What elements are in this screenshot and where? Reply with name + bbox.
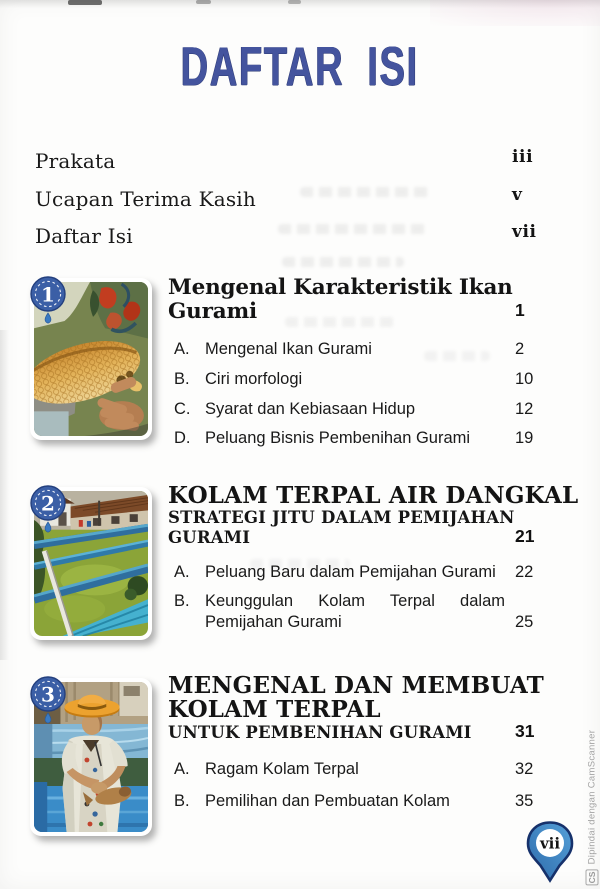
chapter-title-line: Gurami [168, 298, 257, 324]
footer-page-marker: vii [539, 834, 561, 853]
toc-entry-page-number: 19 [515, 429, 534, 448]
toc-entry-letter: C. [174, 399, 191, 418]
chapter-section-3 [0, 674, 600, 820]
toc-entry-title: Peluang Baru dalam Pemijahan Gurami [205, 562, 496, 581]
chapter-number-badge-icon [25, 274, 71, 332]
toc-entry [168, 591, 580, 632]
scan-tint-artifact [430, 0, 600, 26]
front-matter-row [35, 184, 570, 211]
chapter-page-number: 1 [515, 300, 525, 321]
toc-entry-title: Ciri morfologi [205, 369, 303, 388]
chapter-title-line: Mengenal Karakteristik Ikan [168, 275, 513, 300]
front-matter-page-number: iii [512, 147, 534, 167]
chapter-heading [168, 484, 580, 547]
chapter-section-2 [0, 484, 600, 642]
front-matter-label: Ucapan Terima Kasih [35, 186, 256, 211]
front-matter-row [35, 224, 570, 248]
chapter-item-list [168, 562, 580, 633]
chapter-title [168, 674, 580, 723]
toc-entry-letter: B. [174, 791, 190, 810]
toc-entry [168, 791, 580, 812]
front-matter-page-number: v [512, 184, 523, 205]
front-matter-list [35, 149, 570, 262]
chapter-title [168, 484, 580, 508]
front-matter-label: Daftar Isi [35, 224, 133, 248]
scan-mark-artifact [196, 0, 211, 4]
toc-entry-letter: A. [174, 759, 190, 778]
front-matter-page-number: vii [512, 222, 537, 242]
camscanner-logo: CS [586, 871, 597, 883]
toc-entry-title: Ragam Kolam Terpal [205, 759, 359, 778]
chapter-page-number: 31 [515, 720, 535, 741]
toc-entry [168, 369, 580, 390]
toc-entry-page-number: 25 [515, 612, 534, 631]
chapter-number-badge-icon [25, 674, 71, 732]
toc-entry [168, 399, 580, 420]
toc-entry-title: Mengenal Ikan Gurami [205, 340, 372, 359]
chapter-subtitle-line: STRATEGI JITU DALAM PEMIJAHAN [168, 508, 515, 528]
chapter-subtitle-line: UNTUK PEMBENIHAN GURAMI [168, 722, 472, 742]
page-title: DAFTAR ISI [180, 36, 420, 98]
camscanner-watermark-text: Dipindai dengan CamScanner [586, 729, 597, 865]
toc-entry-page-number: 10 [515, 369, 534, 388]
toc-entry [168, 759, 580, 780]
toc-entry-page-number: 35 [515, 791, 534, 810]
chapter-title-line: KOLAM TERPAL AIR DANGKAL [168, 482, 579, 509]
toc-entry-page-number: 32 [515, 759, 534, 778]
map-pin-icon [524, 820, 576, 884]
chapter-number: 1 [41, 282, 55, 307]
chapter-number: 2 [41, 491, 55, 516]
toc-entry [168, 562, 580, 583]
chapter-section-1 [0, 276, 600, 458]
camscanner-watermark [586, 730, 599, 885]
toc-entry-page-number: 22 [515, 562, 534, 581]
chapter-heading [168, 674, 580, 742]
chapter-1-photo-frame [30, 278, 152, 440]
chapter-item-list [168, 339, 580, 449]
toc-entry [168, 339, 580, 360]
toc-entry-title: Syarat dan Kebiasaan Hidup [205, 399, 416, 418]
chapter-item-list [168, 759, 580, 811]
scan-mark-artifact [288, 0, 301, 4]
front-matter-label: Prakata [35, 149, 116, 173]
toc-entry-title: Pemilihan dan Pembuatan Kolam [205, 791, 450, 810]
toc-entry-letter: A. [174, 562, 190, 581]
chapter-2-photo-frame [30, 487, 152, 640]
front-matter-row [35, 149, 570, 173]
toc-entry-letter: A. [174, 340, 190, 359]
toc-entry-title: Keunggulan Kolam Terpal dalam Pemijahan Gurami [205, 592, 505, 631]
chapter-title-line: KOLAM TERPAL [168, 696, 381, 724]
chapter-title-line: MENGENAL DAN MEMBUAT [168, 672, 544, 699]
toc-entry-letter: B. [174, 592, 190, 611]
toc-entry-page-number: 2 [515, 340, 525, 359]
chapter-subtitle-line: GURAMI [168, 527, 251, 547]
page-title-wrap [0, 36, 600, 98]
chapter-heading [168, 276, 580, 323]
toc-entry-letter: D. [174, 429, 191, 448]
toc-entry [168, 428, 580, 449]
scan-mark-artifact [68, 0, 102, 5]
chapter-page-number: 21 [515, 525, 535, 546]
toc-entry-page-number: 12 [515, 399, 534, 418]
chapter-number-badge-icon [25, 483, 71, 541]
chapter-number: 3 [41, 682, 55, 707]
toc-entry-letter: B. [174, 369, 190, 388]
chapter-3-photo-frame [30, 678, 152, 836]
toc-entry-title: Peluang Bisnis Pembenihan Gurami [205, 429, 471, 448]
